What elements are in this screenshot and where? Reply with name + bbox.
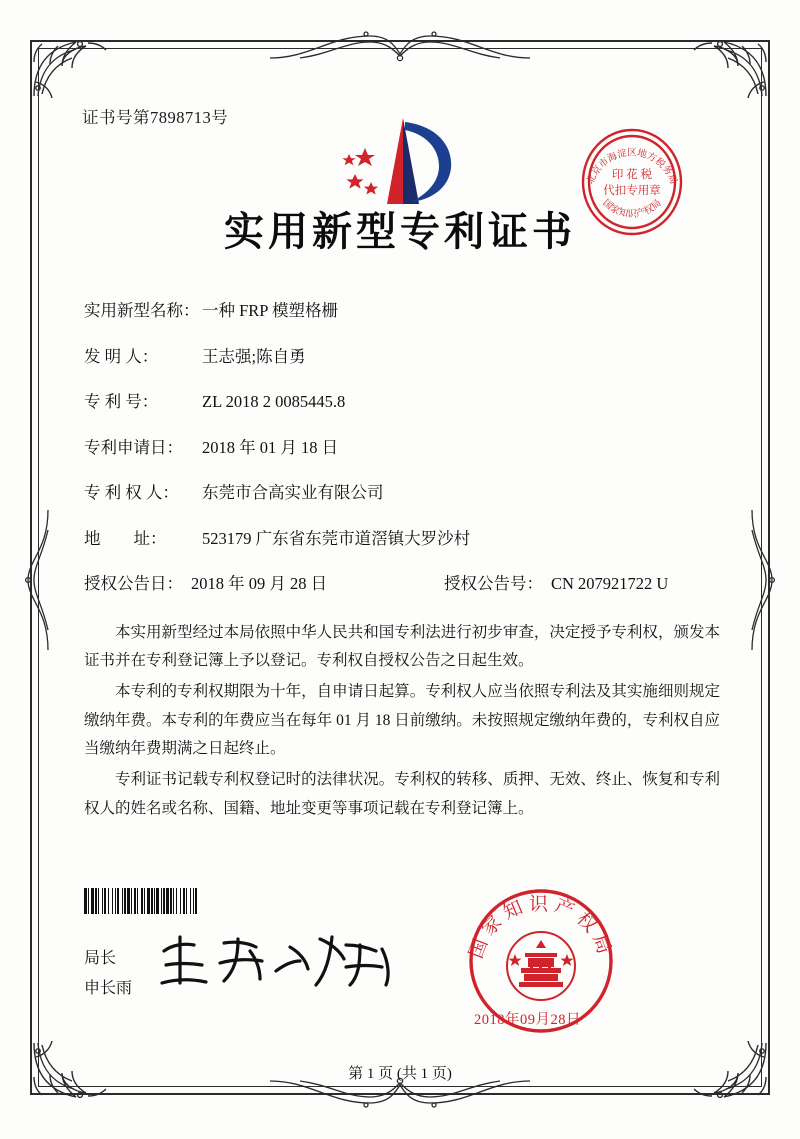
grant-number-label: 授权公告号： (444, 574, 543, 593)
svg-text:代扣专用章: 代扣专用章 (603, 185, 661, 197)
grant-date-label: 授权公告日： (84, 574, 183, 593)
svg-text:北京市海淀区地方税务局: 北京市海淀区地方税务局 (585, 148, 679, 186)
svg-text:印 花 税: 印 花 税 (611, 169, 653, 181)
paragraph-2: 本专利的专利权期限为十年，自申请日起算。专利权人应当依照专利法及其实施细则规定缴纳年费。本专利的年费应当在每年 01 月 18 日前缴纳。未按照规定缴纳年费的，专利权自应当缴纳年费期满之日起终止。 (84, 682, 720, 758)
grant-number-group (444, 576, 668, 593)
tax-stamp (576, 126, 688, 238)
stamp-date: 2018年09月28日 (474, 1012, 581, 1028)
field-value: 东莞市合高实业有限公司 (202, 483, 384, 502)
grant-row (84, 576, 730, 593)
field-list (70, 303, 730, 593)
field-label: 专 利 权 人： (84, 483, 179, 502)
page-footer: 第 1 页 (共 1 页) (348, 1066, 452, 1082)
barcode (84, 888, 296, 914)
grant-number-value: CN 207921722 U (551, 574, 669, 593)
handwritten-signature (150, 925, 410, 995)
paragraph-1: 本实用新型经过本局依照中华人民共和国专利法进行初步审查，决定授予专利权，颁发本证书并在专利登记簿上予以登记。专利权自授权公告之日起生效。 (84, 623, 720, 670)
grant-date-value: 2018 年 09 月 28 日 (191, 574, 328, 593)
field-row-patentee (84, 485, 730, 502)
certificate-number: 证书号第7898713号 (82, 108, 229, 127)
certificate-content (70, 86, 730, 825)
barcode-bar (197, 888, 200, 914)
field-value: 523179 广东省东莞市道滘镇大罗沙村 (202, 528, 471, 548)
signature-name: 申长雨 (84, 980, 133, 998)
svg-text:国家知识产权局: 国家知识产权局 (600, 198, 664, 220)
page-title: 实用新型专利证书 (224, 209, 576, 254)
field-label: 实用新型名称： (84, 301, 200, 320)
grant-date-group (84, 576, 444, 593)
paragraph-3: 专利证书记载专利权登记时的法律状况。专利权的转移、质押、无效、终止、恢复和专利权人的姓名或名称、国籍、地址变更等事项记载在专利登记簿上。 (84, 770, 720, 817)
signature-block (84, 944, 132, 1005)
field-value: 王志强;陈自勇 (202, 346, 306, 366)
cnipa-logo-icon (325, 112, 475, 220)
field-label: 专 利 号： (84, 392, 159, 411)
field-row-patent-number (84, 394, 730, 411)
field-value: 一种 FRP 模塑格栅 (202, 301, 338, 320)
field-label: 地 址： (84, 528, 167, 548)
field-value: ZL 2018 2 0085445.8 (202, 392, 346, 411)
field-row-name (84, 303, 730, 320)
field-row-application-date (84, 437, 730, 457)
field-label: 发 明 人： (84, 346, 159, 366)
legal-text (70, 619, 730, 824)
field-value: 2018 年 01 月 18 日 (202, 437, 339, 457)
field-row-address (84, 528, 730, 548)
field-row-inventor (84, 346, 730, 366)
signature-role: 局长 (84, 950, 117, 967)
field-label: 专利申请日： (84, 437, 183, 457)
svg-text:国家知识产权局: 国家知识产权局 (466, 894, 616, 962)
